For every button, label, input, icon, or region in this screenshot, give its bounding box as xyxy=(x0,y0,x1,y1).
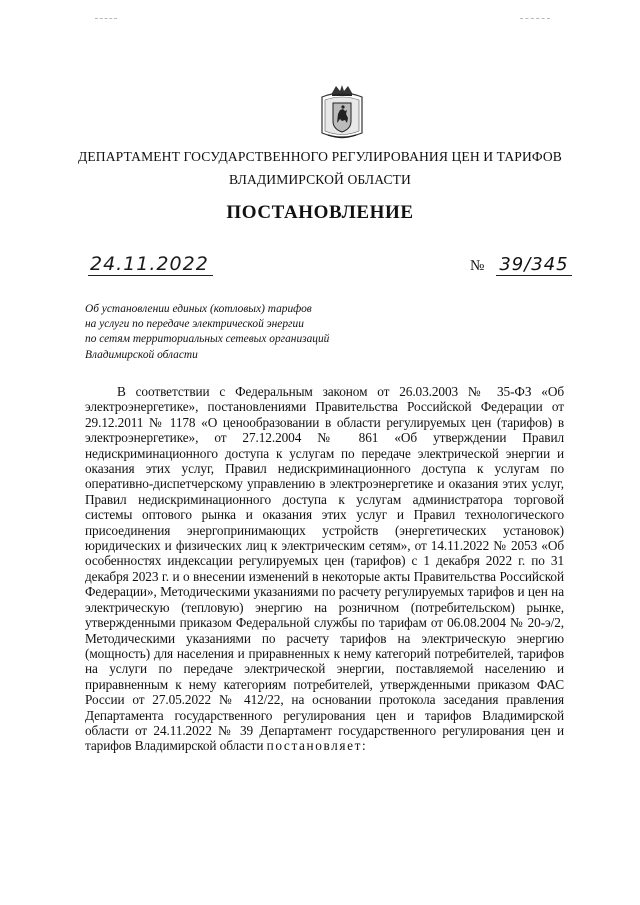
department-name-line2: ВЛАДИМИРСКОЙ ОБЛАСТИ xyxy=(229,172,411,187)
department-name-line1: ДЕПАРТАМЕНТ ГОСУДАРСТВЕННОГО РЕГУЛИРОВАНИЯ ЦЕН И ТАРИФОВ xyxy=(78,149,562,164)
document-title: ПОСТАНОВЛЕНИЕ xyxy=(226,202,414,223)
closing-word: постановляет: xyxy=(266,738,368,754)
scan-artifact-top-right xyxy=(520,18,550,20)
subject-line: Владимирской области xyxy=(85,348,198,361)
body-text: В соответствии с Федеральным законом от 26.03.2003 № 35-ФЗ «Об электроэнергетике», постановлениями Правительства Российской Федерации от 29.12.2011 № 1178 «О ценообразовании в области регулируемых цен (тарифов) в электроэнергетике», от 27.12.2004 № 861 «Об утверждении Правил недискриминационного доступа к услугам по передаче электрической энергии и оказания этих услуг, Правил недискриминационного доступа к услугам по оперативно-диспетчерскому управлению в электроэнергетике и оказания этих услуг, Правил недискриминационного доступа к услугам администратора торговой системы оптового рынка и оказания этих услуг и Правил технологического присоединения энергопринимающих устройств (энергетических установок) юридических и физических лиц к электрическим сетям», от 14.11.2022 № 2053 «Об особенностях индексации регулируемых цен (тарифов) с 1 декабря 2022 г. по 31 декабря 2023 г. и о внесении изменений в некоторые акты Правительства Российской Федерации», Методическими указаниями по расчету регулируемых тарифов и цен на электрическую (тепловую) энергию на розничном (потребительском) рынке, утвержденными приказом Федеральной службы по тарифам от 06.08.2004 № 20-э/2, Методическими указаниями по расчету тарифов на электрическую энергию (мощность) для населения и приравненных к нему категорий потребителей, тарифов на услуги по передаче электрической энергии, поставляемой населению и приравненным к нему категориям потребителей, утвержденными приказом ФАС России от 27.05.2022 № 412/22, на основании протокола заседания правления Департамента государственного регулирования цен и тарифов Владимирской области от 24.11.2022 № 39 Департамент государственного регулирования цен и тарифов Владимирской области xyxy=(85,384,564,754)
document-number xyxy=(470,254,572,275)
document-subject xyxy=(85,302,385,363)
number-sign: № xyxy=(470,258,485,274)
subject-line: на услуги по передаче электрической энергии xyxy=(85,318,304,331)
coat-of-arms-icon xyxy=(318,83,366,141)
document-date: 24.11.2022 xyxy=(88,253,213,276)
document-number-value: 39/345 xyxy=(496,254,571,276)
scan-artifact-top-left xyxy=(95,18,117,20)
body-paragraph xyxy=(85,384,564,754)
subject-line: по сетям территориальных сетевых организаций xyxy=(85,333,330,346)
subject-line: Об установлении единых (котловых) тарифов xyxy=(85,303,312,315)
